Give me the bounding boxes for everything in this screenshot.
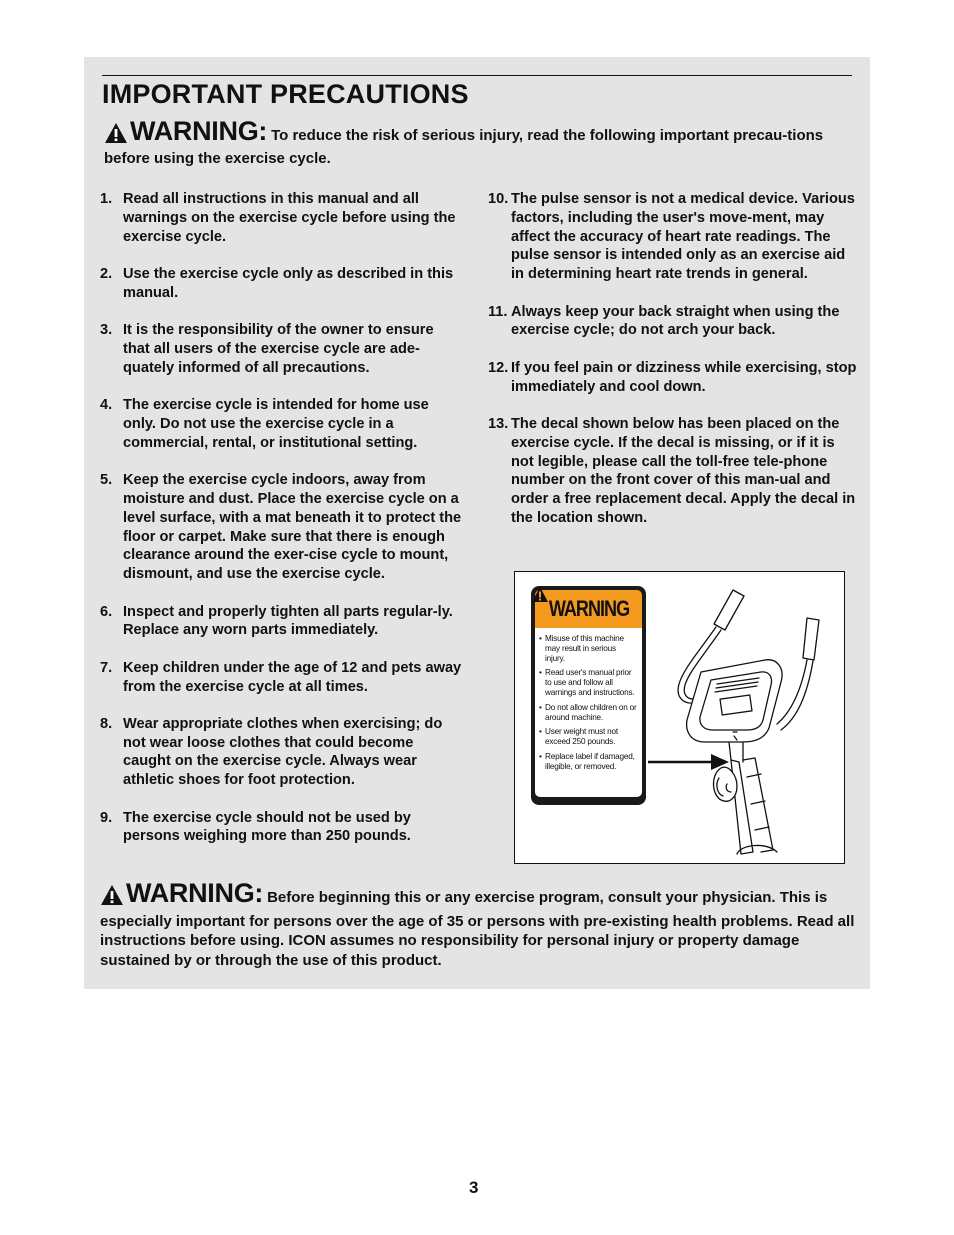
precaution-number: 7.	[100, 659, 113, 676]
precaution-text: Inspect and properly tighten all parts regular-ly. Replace any worn parts immediately.	[123, 603, 453, 639]
decal-item: • Do not allow children on or around machine.	[539, 703, 637, 723]
decal-item: • Read user's manual prior to use and follow all warnings and instructions.	[539, 668, 637, 697]
precaution-item	[488, 303, 858, 341]
precaution-item	[100, 809, 462, 847]
precaution-text: The exercise cycle should not be used by persons weighing more than 250 pounds.	[123, 809, 411, 845]
warning-triangle-icon	[100, 884, 124, 912]
precaution-item	[100, 190, 462, 246]
precaution-item	[100, 396, 462, 452]
decal-heading: WARNING	[548, 596, 629, 621]
precaution-number: 4.	[100, 397, 113, 414]
precaution-number: 9.	[100, 809, 113, 826]
page-title: IMPORTANT PRECAUTIONS	[102, 79, 469, 109]
precaution-item	[488, 359, 858, 397]
precautions-list-right	[488, 190, 858, 546]
decal-header	[535, 590, 642, 628]
warning-top	[104, 116, 844, 168]
precaution-text: Use the exercise cycle only as described in this manual.	[123, 265, 454, 301]
precaution-number: 3.	[100, 322, 113, 339]
warning-top-label: WARNING:	[130, 116, 268, 146]
precaution-item	[100, 265, 462, 303]
precaution-item	[100, 471, 462, 584]
warning-top-text: To reduce the risk of serious injury, read the following important precau-tions before using the exercise cycle.	[104, 127, 824, 167]
precaution-item	[100, 659, 462, 697]
precaution-text: Wear appropriate clothes when exercising; do not wear loose clothes that could become caught on the exercise cycle. Always wear athletic shoes for foot protection.	[123, 715, 443, 789]
precaution-text: Keep children under the age of 12 and pets away from the exercise cycle at all times.	[123, 659, 462, 695]
precaution-item	[100, 603, 462, 641]
precaution-text: Always keep your back straight when using the exercise cycle; do not arch your back.	[511, 303, 840, 339]
precaution-text: It is the responsibility of the owner to ensure that all users of the exercise cycle are ade-quately informed of all precautions.	[123, 322, 434, 376]
precaution-text: The decal shown below has been placed on the exercise cycle. If the decal is missing, or if it is not legible, please call the toll-free tele-phone number on the front cover of this man-ual and order a free replacement decal. Apply the decal in the location shown.	[511, 415, 856, 526]
decal-body	[535, 628, 642, 797]
precaution-number: 13.	[488, 415, 509, 432]
warning-triangle-icon	[104, 122, 128, 149]
decal-item: • Replace label if damaged, illegible, or removed.	[539, 752, 637, 772]
precaution-number: 6.	[100, 603, 113, 620]
precaution-item	[488, 190, 858, 284]
warning-decal	[531, 586, 646, 805]
decal-warning-icon	[531, 586, 549, 603]
warning-bottom-label: WARNING:	[126, 878, 264, 908]
precaution-number: 11.	[488, 303, 508, 320]
precaution-number: 5.	[100, 472, 113, 489]
precaution-text: The pulse sensor is not a medical device. Various factors, including the user's move-ment, may affect the accuracy of heart rate readings. The pulse sensor is intended only as an exercise aid in determining heart rate trends in general.	[511, 191, 855, 283]
precaution-item	[100, 321, 462, 377]
precaution-number: 12.	[488, 359, 509, 376]
precaution-text: Keep the exercise cycle indoors, away from moisture and dust. Place the exercise cycle on a level surface, with a mat beneath it to protect the floor or carpet. Make sure that there is enough clearance around the exer-cise cycle to mount, dismount, and use the exercise cycle.	[123, 472, 462, 583]
precaution-number: 1.	[100, 191, 113, 207]
precaution-text: If you feel pain or dizziness while exercising, stop immediately and cool down.	[511, 359, 857, 395]
decal-item: • Misuse of this machine may result in serious injury.	[539, 634, 637, 663]
precaution-number: 8.	[100, 715, 113, 732]
decal-list	[539, 634, 637, 772]
precaution-number: 10.	[488, 191, 509, 207]
warning-bottom-text: Before beginning this or any exercise program, consult your physician. This is especially important for persons over the age of 35 or persons with pre-existing health problems. Read all instructions before using. ICON assumes no responsibility for personal injury or property damage sustained by or through the use of this product.	[100, 889, 855, 969]
decal-item: • User weight must not exceed 250 pounds.	[539, 727, 637, 747]
precaution-item	[488, 415, 858, 528]
decal-location-illustration	[514, 571, 845, 864]
precaution-text: The exercise cycle is intended for home use only. Do not use the exercise cycle in a commercial, rental, or institutional setting.	[123, 397, 429, 451]
title-rule	[102, 75, 852, 76]
precaution-number: 2.	[100, 265, 113, 282]
precaution-text: Read all instructions in this manual and all warnings on the exercise cycle before using the exercise cycle.	[123, 191, 456, 245]
warning-bottom	[100, 878, 858, 970]
precautions-list-left	[100, 190, 462, 865]
page-number: 3	[469, 1178, 479, 1197]
precaution-item	[100, 715, 462, 790]
